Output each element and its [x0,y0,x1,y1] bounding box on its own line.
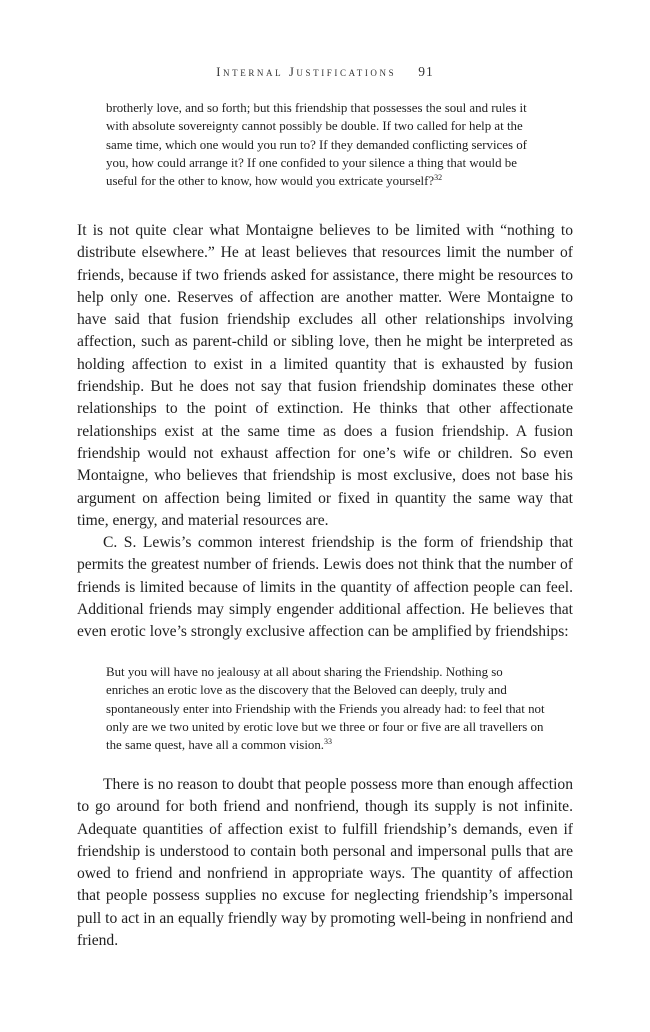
footnote-marker: 33 [324,737,333,747]
body-paragraph-1: It is not quite clear what Montaigne believes to be limited with “nothing to distribute elsewhere.” He at least believes that resources limit the number of friends, because if two friends asked for assistance, there might be resources to help only one. Reserves of affection are another matter. Were Montaigne to have said that fusion friendship excludes all other relationships involving affection, such as parent-child or sibling love, then he might be interpreted as holding affection to exist in a limited quantity that is exhausted by fusion friendship. But he does not say that fusion friendship dominates these other relationships to the point of extinction. He thinks that other affectionate relationships exist at the same time as does a fusion friendship. A fusion friendship would not exhaust affection for one’s wife or children. So even Montaigne, who believes that friendship is most exclusive, does not base his argument on affection being limited or fixed in quantity the same way that time, energy, and material resources are. [77,222,573,529]
block-quote-text: But you will have no jealousy at all about sharing the Friendship. Nothing so enriches an erotic love as the discovery that the Beloved can deeply, truly and spontaneously enter into Friendship with the Friends you already had: to feel that not only are we two united by erotic love but we three or four or five are all travellers on the same quest, have all a common vision. [106,665,545,753]
footnote-marker: 32 [434,173,443,183]
block-quote-text: brotherly love, and so forth; but this friendship that possesses the soul and rules it with absolute sovereignty cannot possibly be double. If two called for help at the same time, which one would you run to? If they demanded conflicting services of you, how could arrange it? If one confided to your silence a thing that would be useful for the other to know, how would you extricate yourself? [106,101,527,189]
body-paragraph-2: C. S. Lewis’s common interest friendship is the form of friendship that permits the greatest number of friends. Lewis does not think that the number of friends is limited because of limits in the quantity of affection people can feel. Additional friends may simply engender additional affection. He believes that even erotic love’s strongly exclusive affection can be amplified by friendships: [77,534,573,641]
block-quote-montaigne [106,99,548,190]
running-header [0,64,650,80]
page-number: 91 [418,64,434,79]
block-quote-lewis [106,663,548,754]
running-title: Internal Justifications [216,65,397,79]
body-paragraph-3: There is no reason to doubt that people possess more than enough affection to go around for both friend and nonfriend, though its supply is not infinite. Adequate quantities of affection exist to fulfill friendship’s demands, even if friendship is understood to contain both personal and impersonal pulls that are owed to friend and nonfriend in appropriate ways. The quantity of affection that people possess supplies no excuse for neglecting friendship’s impersonal pull to act in an equally friendly way by promoting well-being in nonfriend and friend. [77,776,573,950]
